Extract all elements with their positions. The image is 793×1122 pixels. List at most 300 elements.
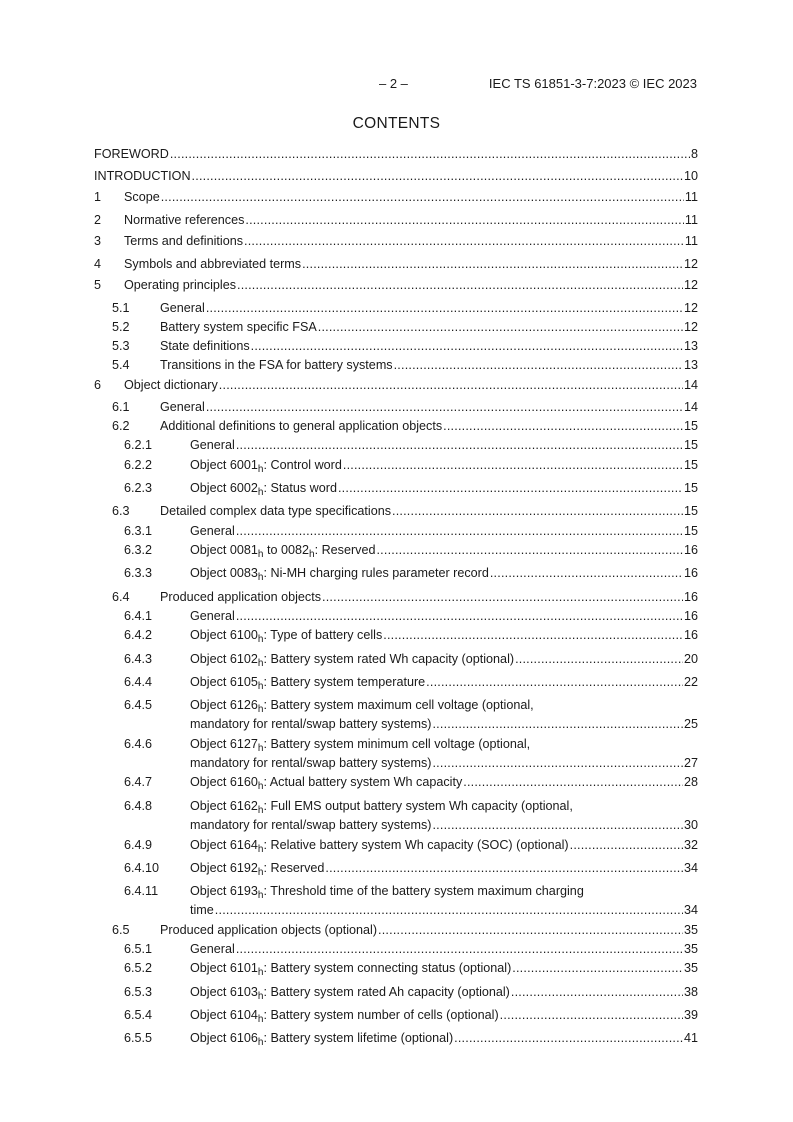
toc-entry-title-text: General (190, 942, 235, 956)
toc-entry[interactable] (94, 418, 698, 435)
toc-page-number: 13 (683, 358, 698, 372)
toc-entry[interactable] (94, 457, 698, 474)
toc-entry-number: 1 (94, 190, 102, 204)
toc-entry-title-text: Terms and definitions (124, 234, 244, 248)
toc-entry-title (190, 565, 489, 582)
toc-entry-number: 6.2.2 (124, 458, 153, 472)
hex-subscript: h (257, 743, 264, 754)
toc-entry-title (190, 523, 235, 540)
toc-entry[interactable] (94, 589, 698, 606)
toc-entry-title-rest: to 0082 (263, 543, 310, 557)
dot-leader (392, 503, 683, 520)
toc-entry-line (124, 212, 698, 229)
dot-leader (343, 457, 683, 474)
dot-leader (432, 716, 683, 733)
dot-leader (325, 860, 683, 877)
toc-entry[interactable] (94, 941, 698, 958)
toc-entry-line (94, 146, 698, 163)
dot-leader (161, 189, 684, 206)
toc-entry-title (190, 542, 375, 559)
toc-page-number: 15 (683, 458, 698, 472)
toc-entry-title-rest: : Battery system connecting status (optional) (263, 961, 512, 975)
toc-entry-title (190, 1007, 499, 1024)
toc-entry-title (190, 798, 573, 815)
dot-leader (500, 1007, 683, 1024)
toc-page-number: 8 (690, 147, 698, 161)
toc-entry-continuation[interactable] (190, 902, 698, 919)
dot-leader (219, 377, 683, 394)
dot-leader (170, 146, 690, 163)
toc-entry-title-text: Scope (124, 190, 160, 204)
toc-entry-line (190, 736, 698, 753)
hex-subscript: h (257, 805, 264, 816)
toc-entry[interactable] (94, 300, 698, 317)
toc-entry-line (160, 319, 698, 336)
toc-entry[interactable] (94, 357, 698, 374)
toc-page-number: 30 (683, 818, 698, 832)
toc-entry-line (190, 837, 698, 854)
toc-page-number: 13 (683, 339, 698, 353)
toc-entry-title-text: Produced application objects (optional) (160, 923, 378, 937)
dot-leader (383, 627, 683, 644)
toc-entry-number: 6.2.1 (124, 438, 153, 452)
hex-subscript: h (257, 781, 264, 792)
dot-leader (251, 338, 683, 355)
toc-entry-line (190, 674, 698, 691)
toc-entry-title (160, 589, 321, 606)
toc-entry[interactable] (94, 277, 698, 294)
dot-leader (378, 922, 683, 939)
toc-page-number: 16 (683, 628, 698, 642)
toc-entry-title-text: FOREWORD (94, 147, 169, 161)
toc-entry-title (190, 674, 425, 691)
toc-entry-title-text: General (190, 524, 235, 538)
toc-entry-number: 6.4.1 (124, 609, 153, 623)
dot-leader (206, 300, 683, 317)
toc-entry-number: 4 (94, 257, 102, 271)
toc-entry[interactable] (94, 798, 698, 815)
page-number: – 2 – (379, 76, 408, 91)
toc-entry-title-text: Object 6192 (190, 861, 258, 875)
toc-page-number: 20 (683, 652, 698, 666)
toc-entry-title-text: Battery system specific FSA (160, 320, 317, 334)
toc-entry-title (124, 377, 218, 394)
toc-entry-title-continued: mandatory for rental/swap battery systems) (190, 756, 432, 770)
toc-entry-title-rest: : Battery system number of cells (optional) (263, 1008, 499, 1022)
toc-entry-line (190, 1030, 698, 1047)
hex-subscript: h (257, 634, 264, 645)
toc-entry-number: 6.4.4 (124, 675, 153, 689)
toc-entry-title-text: Object 6001 (190, 458, 258, 472)
toc-entry-title (124, 277, 236, 294)
toc-entry-line (190, 941, 698, 958)
toc-entry-title-text: Object 6101 (190, 961, 258, 975)
dot-leader (454, 1030, 683, 1047)
toc-entry[interactable] (94, 837, 698, 854)
toc-entry-number: 6.2.3 (124, 481, 153, 495)
toc-entry-title (190, 651, 514, 668)
toc-entry-line (190, 697, 698, 714)
toc-entry-title-continued: time (190, 903, 214, 917)
toc-entry-title (190, 941, 235, 958)
toc-entry[interactable] (94, 984, 698, 1001)
toc-entry-title-rest: : Battery system minimum cell voltage (optional, (263, 737, 531, 751)
toc-entry-line (160, 338, 698, 355)
toc-page-number: 16 (683, 609, 698, 623)
toc-entry-number: 3 (94, 234, 102, 248)
toc-entry-title (190, 960, 511, 977)
toc-entry-title-rest: : Battery system maximum cell voltage (optional, (263, 698, 534, 712)
contents-title: CONTENTS (352, 115, 441, 132)
toc-entry[interactable] (94, 377, 698, 394)
dot-leader (206, 399, 683, 416)
toc-page-number: 15 (683, 419, 698, 433)
toc-entry[interactable] (94, 697, 698, 714)
toc-entry-title-rest: : Battery system rated Wh capacity (optional) (263, 652, 515, 666)
toc-entry-title-rest: : Battery system temperature (263, 675, 426, 689)
toc-entry-continuation[interactable] (190, 817, 698, 834)
toc-page-number: 34 (683, 861, 698, 875)
toc-entry[interactable] (94, 437, 698, 454)
toc-entry-number: 5.2 (112, 320, 130, 334)
toc-entry[interactable] (94, 608, 698, 625)
dot-leader (302, 256, 683, 273)
toc-entry[interactable] (94, 480, 698, 497)
dot-leader (394, 357, 683, 374)
toc-page-number: 39 (683, 1008, 698, 1022)
dot-leader (192, 168, 683, 185)
toc-entry-number: 6.4.3 (124, 652, 153, 666)
dot-leader (237, 277, 683, 294)
toc-entry-title-rest: : Relative battery system Wh capacity (SOC) (optional) (263, 838, 569, 852)
toc-entry-title (190, 837, 569, 854)
toc-entry-number: 6.4.8 (124, 799, 153, 813)
toc-entry-title-rest: : Reserved (314, 543, 376, 557)
toc-entry-number: 5.1 (112, 301, 130, 315)
hex-subscript: h (257, 681, 264, 692)
dot-leader (511, 984, 683, 1001)
toc-entry-number: 6.1 (112, 400, 130, 414)
toc-entry-title (190, 457, 342, 474)
dot-leader (236, 523, 683, 540)
toc-page-number: 35 (683, 961, 698, 975)
toc-entry-title (190, 480, 337, 497)
toc-page-number: 15 (683, 504, 698, 518)
toc-entry-line (190, 883, 698, 900)
document-id: IEC TS 61851-3-7:2023 © IEC 2023 (488, 76, 697, 91)
toc-page-number: 35 (683, 923, 698, 937)
toc-entry[interactable] (94, 503, 698, 520)
toc-entry-title (190, 774, 462, 791)
toc-page-number: 10 (683, 169, 698, 183)
toc-entry-title-text: Object 6105 (190, 675, 258, 689)
toc-entry-title-text: INTRODUCTION (94, 169, 191, 183)
toc-page-number: 11 (684, 213, 698, 227)
dot-leader (322, 589, 683, 606)
toc-entry-line (94, 168, 698, 185)
toc-entry-title-text: Detailed complex data type specifications (160, 504, 392, 518)
toc-entry[interactable] (94, 651, 698, 668)
toc-entry[interactable] (94, 883, 698, 900)
toc-entry-title (94, 146, 169, 163)
toc-entry-title-rest: : Reserved (263, 861, 325, 875)
toc-entry-number: 6.5.3 (124, 985, 153, 999)
toc-entry-title-text: Object 6103 (190, 985, 258, 999)
toc-entry-title-text: Object dictionary (124, 378, 218, 392)
toc-entry-continuation[interactable] (190, 716, 698, 733)
toc-entry-line (160, 922, 698, 939)
toc-entry-title-text: Additional definitions to general application objects (160, 419, 443, 433)
toc-entry[interactable] (94, 627, 698, 644)
hex-subscript: h (257, 844, 264, 855)
toc-entry-number: 6.4.5 (124, 698, 153, 712)
toc-page-number: 32 (683, 838, 698, 852)
toc-entry-title-continued: mandatory for rental/swap battery systems) (190, 818, 432, 832)
toc-entry-title-text: Object 6126 (190, 698, 258, 712)
toc-entry-line (190, 523, 698, 540)
toc-entry-line (190, 860, 698, 877)
toc-entry-line (124, 233, 698, 250)
toc-entry-number: 6.4.6 (124, 737, 153, 751)
toc-entry-line (124, 377, 698, 394)
toc-entry-title (190, 736, 530, 753)
toc-entry-line (190, 457, 698, 474)
toc-entry[interactable] (94, 542, 698, 559)
toc-entry-number: 6.5.2 (124, 961, 153, 975)
toc-entry-line (190, 651, 698, 668)
toc-page-number: 12 (683, 278, 698, 292)
toc-entry[interactable] (94, 523, 698, 540)
toc-entry-title (190, 883, 584, 900)
toc-entry[interactable] (94, 674, 698, 691)
dot-leader (236, 437, 683, 454)
toc-entry-number: 6.3.3 (124, 566, 153, 580)
toc-entry-number: 6.2 (112, 419, 130, 433)
toc-page-number: 16 (683, 566, 698, 580)
toc-entry-number: 6.4.11 (124, 884, 159, 898)
toc-page-number: 14 (683, 378, 698, 392)
hex-subscript: h (309, 549, 315, 560)
toc-entry-title-text: Object 6127 (190, 737, 258, 751)
toc-entry-number: 6.4.9 (124, 838, 153, 852)
toc-entry-number: 6.5 (112, 923, 130, 937)
toc-entry-title-text: Object 0081 (190, 543, 258, 557)
toc-entry-line (190, 1007, 698, 1024)
toc-entry-title (160, 399, 205, 416)
toc-entry-line (160, 589, 698, 606)
toc-entry-number: 6.3.1 (124, 524, 153, 538)
toc-entry-title (160, 418, 442, 435)
toc-page-number: 28 (683, 775, 698, 789)
toc-page-number: 16 (683, 543, 698, 557)
toc-entry-title-rest: : Control word (263, 458, 342, 472)
toc-entry-title (160, 300, 205, 317)
toc-page-number: 11 (684, 190, 698, 204)
toc-entry-title (190, 437, 235, 454)
toc-entry[interactable] (94, 319, 698, 336)
toc-entry[interactable] (94, 1007, 698, 1024)
toc-entry-line (160, 418, 698, 435)
toc-page-number: 15 (683, 438, 698, 452)
hex-subscript: h (257, 867, 264, 878)
toc-entry-title-rest: : Ni-MH charging rules parameter record (263, 566, 489, 580)
toc-page-number: 22 (683, 675, 698, 689)
toc-entry[interactable] (94, 338, 698, 355)
toc-page-number: 38 (683, 985, 698, 999)
toc-entry-title (190, 1030, 453, 1047)
dot-leader (236, 941, 683, 958)
dot-leader (463, 774, 683, 791)
toc-entry-line (160, 300, 698, 317)
toc-entry-title-rest: : Actual battery system Wh capacity (263, 775, 463, 789)
toc-entry-title-text: Object 6164 (190, 838, 258, 852)
toc-entry-continuation[interactable] (190, 755, 698, 772)
toc-page-number: 12 (683, 301, 698, 315)
hex-subscript: h (257, 549, 264, 560)
toc-entry-title (190, 608, 235, 625)
toc-page-number: 15 (683, 524, 698, 538)
toc-entry-title-rest: : Status word (263, 481, 337, 495)
dot-leader (570, 837, 683, 854)
toc-entry-line (124, 189, 698, 206)
hex-subscript: h (257, 487, 264, 498)
toc-entry-title-text: General (190, 438, 235, 452)
toc-entry-title-rest: : Full EMS output battery system Wh capacity (optional, (263, 799, 573, 813)
toc-entry-number: 5 (94, 278, 102, 292)
toc-entry-line (160, 503, 698, 520)
toc-entry-title-text: Object 6193 (190, 884, 258, 898)
hex-subscript: h (257, 572, 264, 583)
toc-page-number: 15 (683, 481, 698, 495)
toc-page-number: 35 (683, 942, 698, 956)
toc-page-number: 25 (683, 717, 698, 731)
hex-subscript: h (257, 1014, 264, 1025)
toc-page-number: 11 (684, 234, 698, 248)
toc-entry[interactable] (94, 1030, 698, 1047)
toc-entry-title-rest: : Type of battery cells (263, 628, 383, 642)
hex-subscript: h (257, 658, 264, 669)
hex-subscript: h (257, 464, 264, 475)
toc-entry-number: 2 (94, 213, 102, 227)
dot-leader (432, 755, 683, 772)
toc-entry-title (160, 922, 377, 939)
toc-entry-title-text: General (190, 609, 235, 623)
toc-entry[interactable] (94, 736, 698, 753)
dot-leader (443, 418, 683, 435)
toc-entry-line (190, 608, 698, 625)
hex-subscript: h (257, 991, 264, 1002)
toc-entry-line (124, 277, 698, 294)
toc-entry-line (190, 480, 698, 497)
dot-leader (490, 565, 683, 582)
toc-page-number: 16 (683, 590, 698, 604)
toc-entry-line (160, 399, 698, 416)
toc-entry-title (124, 189, 160, 206)
toc-entry-number: 6 (94, 378, 102, 392)
toc-entry-title (160, 319, 317, 336)
toc-entry[interactable] (94, 146, 698, 163)
toc-entry-line (124, 256, 698, 273)
toc-entry-title-rest: : Threshold time of the battery system maximum charging (263, 884, 584, 898)
toc-entry[interactable] (94, 774, 698, 791)
toc-entry-title-text: Object 6162 (190, 799, 258, 813)
toc-entry-title-text: General (160, 301, 205, 315)
dot-leader (432, 817, 683, 834)
toc-entry[interactable] (94, 565, 698, 582)
toc-entry-number: 6.4.10 (124, 861, 160, 875)
toc-entry-title-text: Object 0083 (190, 566, 258, 580)
toc-entry-line (190, 542, 698, 559)
hex-subscript: h (257, 967, 264, 978)
toc-entry-title-text: Transitions in the FSA for battery systems (160, 358, 393, 372)
toc-entry-title-text: General (160, 400, 205, 414)
toc-entry-number: 6.5.4 (124, 1008, 153, 1022)
toc-entry-title (160, 357, 393, 374)
toc-entry-title-text: Object 6160 (190, 775, 258, 789)
toc-entry-number: 6.5.5 (124, 1031, 153, 1045)
toc-entry-title-text: Produced application objects (160, 590, 322, 604)
toc-entry[interactable] (94, 212, 698, 229)
toc-entry-number: 6.3.2 (124, 543, 153, 557)
toc-entry-line (190, 960, 698, 977)
toc-entry-title-text: Normative references (124, 213, 245, 227)
toc-entry[interactable] (94, 189, 698, 206)
dot-leader (376, 542, 683, 559)
toc-entry-title (94, 168, 191, 185)
toc-entry[interactable] (94, 168, 698, 185)
toc-entry-title (124, 256, 301, 273)
hex-subscript: h (257, 704, 264, 715)
toc-page-number: 34 (683, 903, 698, 917)
toc-entry-title-text: Object 6002 (190, 481, 258, 495)
toc-entry-title-text: Symbols and abbreviated terms (124, 257, 302, 271)
toc-entry[interactable] (94, 233, 698, 250)
dot-leader (236, 608, 683, 625)
toc-page-number: 14 (683, 400, 698, 414)
toc-entry-title-text: Object 6100 (190, 628, 258, 642)
toc-page-number: 27 (683, 756, 698, 770)
toc-entry-title (190, 697, 534, 714)
toc-entry-title-continued: mandatory for rental/swap battery systems) (190, 717, 432, 731)
toc-entry-title-text: Object 6102 (190, 652, 258, 666)
toc-entry-number: 6.4 (112, 590, 130, 604)
toc-entry[interactable] (94, 960, 698, 977)
dot-leader (338, 480, 683, 497)
toc-entry[interactable] (94, 922, 698, 939)
dot-leader (215, 902, 683, 919)
toc-entry-title (160, 503, 391, 520)
toc-entry-title (190, 627, 382, 644)
toc-entry-line (190, 627, 698, 644)
toc-entry-title-text: Object 6106 (190, 1031, 258, 1045)
toc-entry-number: 6.4.2 (124, 628, 153, 642)
toc-page-number: 41 (683, 1031, 698, 1045)
toc-entry-line (190, 798, 698, 815)
toc-entry-title (190, 860, 324, 877)
toc-entry-title (124, 233, 243, 250)
toc-entry[interactable] (94, 256, 698, 273)
toc-entry[interactable] (94, 399, 698, 416)
toc-entry-line (160, 357, 698, 374)
dot-leader (515, 651, 683, 668)
toc-entry[interactable] (94, 860, 698, 877)
toc-entry-number: 6.3 (112, 504, 130, 518)
hex-subscript: h (257, 1037, 264, 1048)
toc-entry-line (190, 437, 698, 454)
toc-entry-title-text: State definitions (160, 339, 250, 353)
hex-subscript: h (257, 890, 264, 901)
toc-entry-title-text: Object 6104 (190, 1008, 258, 1022)
